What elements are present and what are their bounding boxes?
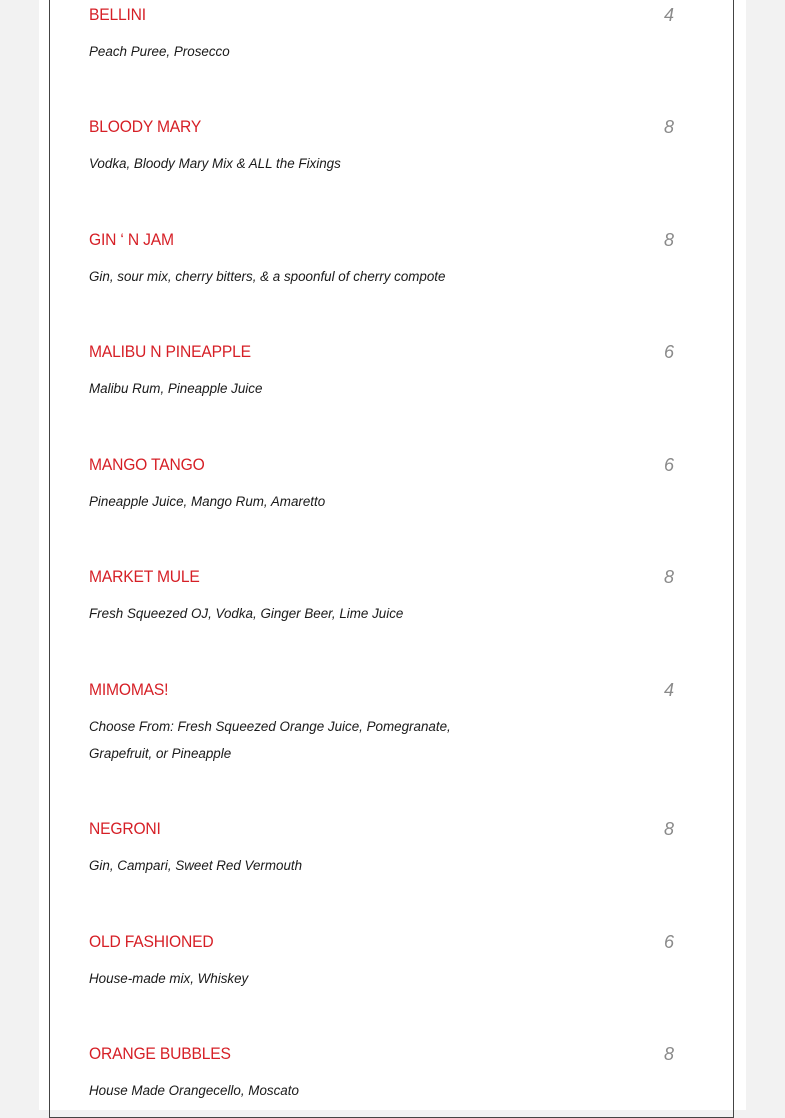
menu-item-gin-n-jam — [89, 228, 674, 290]
menu-item-header — [89, 3, 674, 27]
menu-item-negroni — [89, 817, 674, 879]
menu-item-description: Gin, sour mix, cherry bitters, & a spoonful of cherry compote — [89, 269, 446, 284]
menu-item-name: BELLINI — [89, 5, 146, 24]
menu-item-description: House-made mix, Whiskey — [89, 971, 249, 986]
menu-item-name: MANGO TANGO — [89, 455, 205, 474]
menu-item-header — [89, 453, 674, 477]
menu-item-header — [89, 565, 674, 589]
menu-item-market-mule — [89, 565, 674, 627]
menu-item-header — [89, 228, 674, 252]
menu-item-name: OLD FASHIONED — [89, 932, 214, 951]
menu-item-header — [89, 930, 674, 954]
menu-item-header — [89, 817, 674, 841]
menu-item-name: MARKET MULE — [89, 567, 200, 586]
menu-item-description: Vodka, Bloody Mary Mix & ALL the Fixings — [89, 156, 341, 171]
menu-item-name: BLOODY MARY — [89, 117, 202, 136]
menu-item-price: 4 — [663, 5, 674, 25]
menu-item-orange-bubbles — [89, 1042, 674, 1104]
menu-item-price: 6 — [663, 932, 674, 952]
menu-item-description: Pineapple Juice, Mango Rum, Amaretto — [89, 494, 326, 509]
menu-item-price: 8 — [663, 230, 674, 250]
menu-item-description: Choose From: Fresh Squeezed Orange Juice, Pomegranate, Grapefruit, or Pineapple — [89, 719, 451, 761]
menu-item-bloody-mary — [89, 115, 674, 177]
menu-item-old-fashioned — [89, 930, 674, 992]
menu-item-name: MALIBU N PINEAPPLE — [89, 342, 251, 361]
menu-item-name: ORANGE BUBBLES — [89, 1044, 231, 1063]
menu-item-description: Malibu Rum, Pineapple Juice — [89, 381, 263, 396]
menu-item-mimomas — [89, 678, 674, 767]
menu-item-header — [89, 115, 674, 139]
menu-item-price: 6 — [663, 342, 674, 362]
menu-item-name: MIMOMAS! — [89, 680, 169, 699]
menu-item-mango-tango — [89, 453, 674, 515]
menu-item-description: Peach Puree, Prosecco — [89, 44, 230, 59]
menu-item-name: NEGRONI — [89, 819, 161, 838]
menu-item-description: Fresh Squeezed OJ, Vodka, Ginger Beer, Lime Juice — [89, 606, 404, 621]
menu-item-price: 8 — [663, 117, 674, 137]
menu-item-price: 8 — [663, 819, 674, 839]
menu-item-price: 4 — [663, 680, 674, 700]
menu-item-bellini — [89, 3, 674, 65]
menu-item-name: GIN ‘ N JAM — [89, 230, 174, 249]
menu-item-price: 6 — [663, 455, 674, 475]
menu-item-description: House Made Orangecello, Moscato — [89, 1083, 299, 1098]
menu-item-price: 8 — [663, 1044, 674, 1064]
menu-item-malibu-n-pineapple — [89, 340, 674, 402]
menu-item-price: 8 — [663, 567, 674, 587]
menu-item-header — [89, 1042, 674, 1066]
menu-item-header — [89, 340, 674, 364]
menu-item-description: Gin, Campari, Sweet Red Vermouth — [89, 858, 303, 873]
menu-item-header — [89, 678, 674, 702]
menu-page — [39, 0, 746, 1110]
